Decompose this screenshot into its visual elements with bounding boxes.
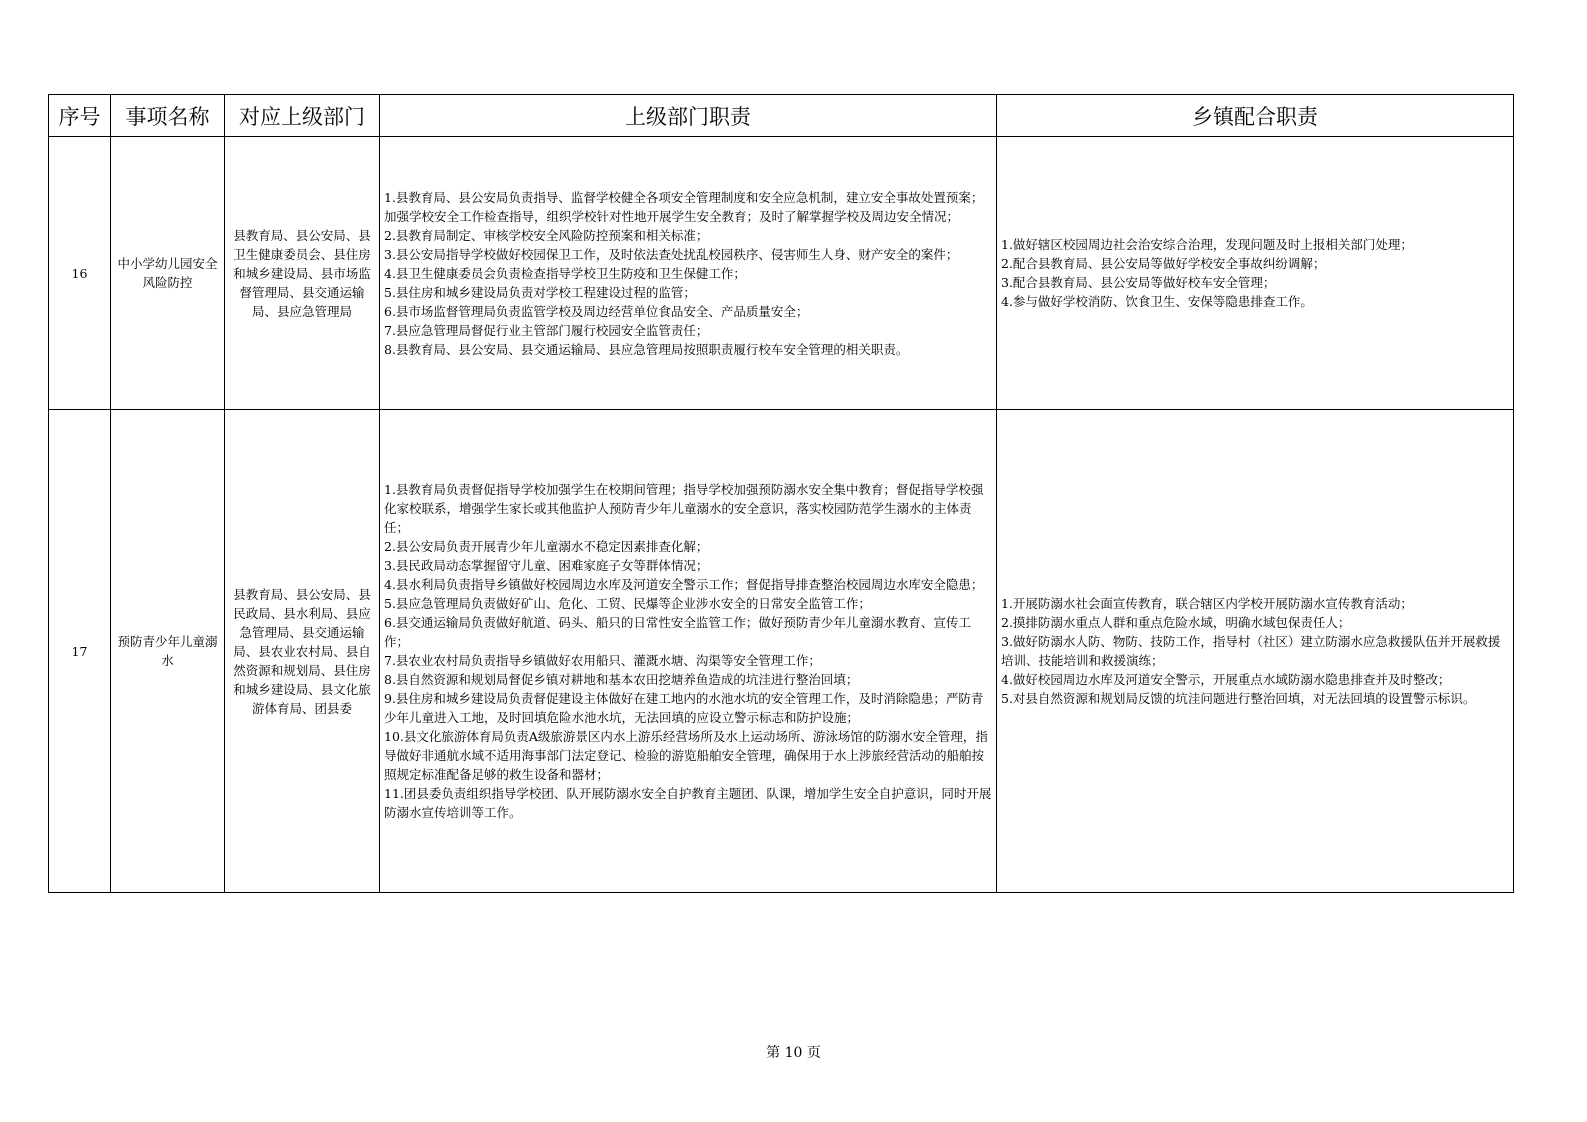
row-number: 17 [49,410,111,893]
duty-item: 10.县文化旅游体育局负责A级旅游景区内水上游乐经营场所及水上运动场所、游泳场馆的防溺水安全管理，指导做好非通航水域不适用海事部门法定登记、检验的游览船舶安全管理，确保用于水上涉旅经营活动的船舶按照规定标准配备足够的救生设备和器材； [384,729,988,782]
superior-dept: 县教育局、县公安局、县民政局、县水利局、县应急管理局、县交通运输局、县农业农村局、县自然资源和规划局、县住房和城乡建设局、县文化旅游体育局、团县委 [225,410,380,893]
duty-item: 9.县住房和城乡建设局负责督促建设主体做好在建工地内的水池水坑的安全管理工作，及时消除隐患；严防青少年儿童进入工地，及时回填危险水池水坑，无法回填的应设立警示标志和防护设施； [384,691,984,725]
duty-item: 5.对县自然资源和规划局反馈的坑洼问题进行整治回填，对无法回填的设置警示标识。 [1001,691,1476,706]
duty-item: 1.开展防溺水社会面宣传教育，联合辖区内学校开展防溺水宣传教育活动； [1001,596,1413,611]
duty-item: 2.县教育局制定、审核学校安全风险防控预案和相关标准； [384,227,709,243]
duty-item: 3.做好防溺水人防、物防、技防工作，指导村（社区）建立防溺水应急救援队伍并开展救援培训、技能培训和救援演练； [1001,634,1501,668]
duty-item: 1.做好辖区校园周边社会治安综合治理，发现问题及时上报相关部门处理； [1001,237,1413,252]
item-name: 预防青少年儿童溺水 [111,410,225,893]
header-superior-duties: 上级部门职责 [380,95,997,137]
duty-item: 4.参与做好学校消防、饮食卫生、安保等隐患排查工作。 [1001,294,1313,309]
town-duties [997,137,1514,410]
duty-table [48,94,1514,893]
header-town-duties: 乡镇配合职责 [997,95,1514,137]
duty-item: 4.县卫生健康委员会负责检查指导学校卫生防疫和卫生保健工作； [384,265,746,281]
duty-item: 1.县教育局、县公安局负责指导、监督学校健全各项安全管理制度和安全应急机制，建立安全事故处置预案；加强学校安全工作检查指导，组织学校针对性地开展学生安全教育；及时了解掌握学校及周边安全情况； [384,189,984,224]
superior-duties [380,410,997,893]
duty-item: 6.县市场监督管理局负责监管学校及周边经营单位食品安全、产品质量安全； [384,303,809,319]
table-header-row [49,95,1514,137]
duty-item: 6.县交通运输局负责做好航道、码头、船只的日常性安全监管工作；做好预防青少年儿童溺水教育、宣传工作； [384,615,971,649]
town-duties [997,410,1514,893]
header-no: 序号 [49,95,111,137]
header-superior-dept: 对应上级部门 [225,95,380,137]
row-number: 16 [49,137,111,410]
item-name: 中小学幼儿园安全风险防控 [111,137,225,410]
table-row [49,137,1514,410]
duty-item: 7.县应急管理局督促行业主管部门履行校园安全监管责任； [384,322,709,338]
duty-item: 4.县水利局负责指导乡镇做好校园周边水库及河道安全警示工作；督促指导排查整治校园周边水库安全隐患； [384,577,984,592]
duty-item: 8.县自然资源和规划局督促乡镇对耕地和基本农田挖塘养鱼造成的坑洼进行整治回填； [384,672,859,687]
superior-duties [380,137,997,410]
duty-item: 2.配合县教育局、县公安局等做好学校安全事故纠纷调解； [1001,256,1326,271]
duty-item: 1.县教育局负责督促指导学校加强学生在校期间管理；指导学校加强预防溺水安全集中教育；督促指导学校强化家校联系，增强学生家长或其他监护人预防青少年儿童溺水的安全意识，落实校园防范学生溺水的主体责任； [384,482,984,535]
duty-item: 5.县应急管理局负责做好矿山、危化、工贸、民爆等企业涉水安全的日常安全监管工作； [384,596,871,611]
duty-item: 2.摸排防溺水重点人群和重点危险水域，明确水域包保责任人； [1001,615,1351,630]
duty-item: 2.县公安局负责开展青少年儿童溺水不稳定因素排查化解； [384,539,709,554]
superior-dept: 县教育局、县公安局、县卫生健康委员会、县住房和城乡建设局、县市场监督管理局、县交通运输局、县应急管理局 [225,137,380,410]
header-item-name: 事项名称 [111,95,225,137]
duty-item: 3.配合县教育局、县公安局等做好校车安全管理； [1001,275,1276,290]
table-row [49,410,1514,893]
duty-item: 4.做好校园周边水库及河道安全警示，开展重点水域防溺水隐患排查并及时整改； [1001,672,1451,687]
duty-item: 3.县民政局动态掌握留守儿童、困难家庭子女等群体情况； [384,558,709,573]
duty-item: 11.团县委负责组织指导学校团、队开展防溺水安全自护教育主题团、队课，增加学生安全自护意识，同时开展防溺水宣传培训等工作。 [384,786,992,820]
duty-item: 8.县教育局、县公安局、县交通运输局、县应急管理局按照职责履行校车安全管理的相关职责。 [384,341,909,357]
duty-item: 5.县住房和城乡建设局负责对学校工程建设过程的监管； [384,284,696,300]
duty-item: 7.县农业农村局负责指导乡镇做好农用船只、灌溉水塘、沟渠等安全管理工作； [384,653,821,668]
page-number: 第 10 页 [766,1045,821,1061]
duty-item: 3.县公安局指导学校做好校园保卫工作，及时依法查处扰乱校园秩序、侵害师生人身、财产安全的案件； [384,246,959,262]
